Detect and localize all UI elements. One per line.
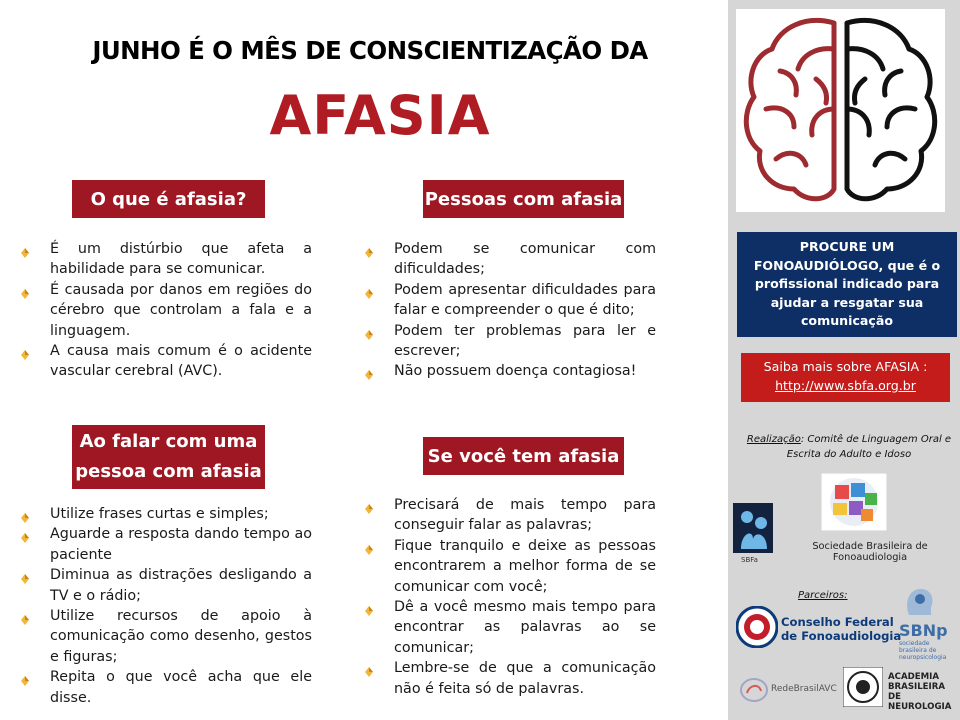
list-item: Não possuem doença contagiosa! [365,361,656,381]
bullet-diamond-icon [365,244,373,253]
rede-avc-name: RedeBrasilAVC [771,684,837,694]
heading-talking [72,425,265,489]
list-item: É um distúrbio que afeta a habilidade para se comunicar. [21,239,312,280]
heading-talking-line2: pessoa com afasia [75,461,262,482]
list-item: Podem apresentar dificuldades para falar e compreender o que é dito; [365,280,656,321]
bullet-diamond-icon [365,285,373,294]
bullet-diamond-icon [21,346,29,355]
heading-what: O que é afasia? [72,180,265,218]
list-item: É causada por danos em regiões do cérebro que controlam a fala e a linguagem. [21,280,312,341]
rede-avc-logo-icon [739,675,769,705]
list-item: Podem ter problemas para ler e escrever; [365,321,656,362]
bullet-diamond-icon [365,326,373,335]
page-title-line1: JUNHO É O MÊS DE CONSCIENTIZAÇÃO DA [92,36,648,65]
list-item: Lembre-se de que a comunicação não é feita só de palavras. [365,658,656,699]
bullet-diamond-icon [21,509,29,518]
heading-talking-line1: Ao falar com uma [79,431,258,452]
bullet-diamond-icon [21,672,29,681]
heading-you: Se você tem afasia [423,437,624,475]
list-you [365,495,656,699]
bullet-diamond-icon [21,611,29,620]
bullet-diamond-icon [21,244,29,253]
list-item: Precisará de mais tempo para conseguir falar as palavras; [365,495,656,536]
bullet-diamond-icon [365,541,373,550]
bullet-diamond-icon [365,602,373,611]
sbfa-link[interactable]: http://www.sbfa.org.br [775,378,916,393]
realizacao-text [738,432,960,462]
list-item: Fique tranquilo e deixe as pessoas encontrarem a melhor forma de se comunicar com você; [365,536,656,597]
sbnp-name: SBNp [899,621,948,640]
list-item: A causa mais comum é o acidente vascular cerebral (AVC). [21,341,312,382]
list-item: Diminua as distrações desligando a TV e o rádio; [21,565,312,606]
list-item: Utilize recursos de apoio à comunicação como desenho, gestos e figuras; [21,606,312,667]
bullet-diamond-icon [21,529,29,538]
sbfa-name: Sociedade Brasileira de Fonoaudiologia [812,541,928,563]
procure-fonoaudiologo-box: PROCURE UM FONOAUDIÓLOGO, que é o profissional indicado para ajudar a resgatar sua comunicação [737,232,957,337]
abn-name: ACADEMIA BRASILEIRA DE NEUROLOGIA [888,672,952,712]
bullet-diamond-icon [365,366,373,375]
list-what [21,239,312,382]
sbnp-logo-icon [903,585,935,619]
realizacao-label: Realização [746,434,801,445]
sbfa-abbrev: SBFa [741,556,758,564]
heading-people: Pessoas com afasia [423,180,624,218]
brain-icon [736,9,945,212]
sbnp-subtitle: sociedade brasileira de neuropsicologia [899,640,947,661]
list-item: Podem se comunicar com dificuldades; [365,239,656,280]
bullet-diamond-icon [365,663,373,672]
saiba-mais-text: Saiba mais sobre AFASIA : [763,359,928,374]
list-item: Utilize frases curtas e simples; [21,504,312,524]
bullet-diamond-icon [365,500,373,509]
saiba-mais-box [741,353,950,402]
realizacao-committee: : Comitê de Linguagem Oral e Escrita do Adulto e Idoso [786,434,952,460]
page-title-afasia: AFASIA [269,84,491,147]
parceiros-label: Parceiros: [798,590,848,601]
abn-logo-icon [843,667,883,707]
list-item: Aguarde a resposta dando tempo ao paciente [21,524,312,565]
cff-logo-icon [736,606,778,648]
cff-name: Conselho Federal de Fonoaudiologia [781,615,902,643]
brain-illustration [736,9,945,212]
bullet-diamond-icon [21,285,29,294]
sbfa-logo-icon [733,503,773,553]
sbfa-puzzle-logo-icon [821,473,887,531]
bullet-diamond-icon [21,570,29,579]
list-people [365,239,656,382]
list-talking [21,504,312,708]
list-item: Repita o que você acha que ele disse. [21,667,312,708]
list-item: Dê a você mesmo mais tempo para encontrar as palavras ao se comunicar; [365,597,656,658]
